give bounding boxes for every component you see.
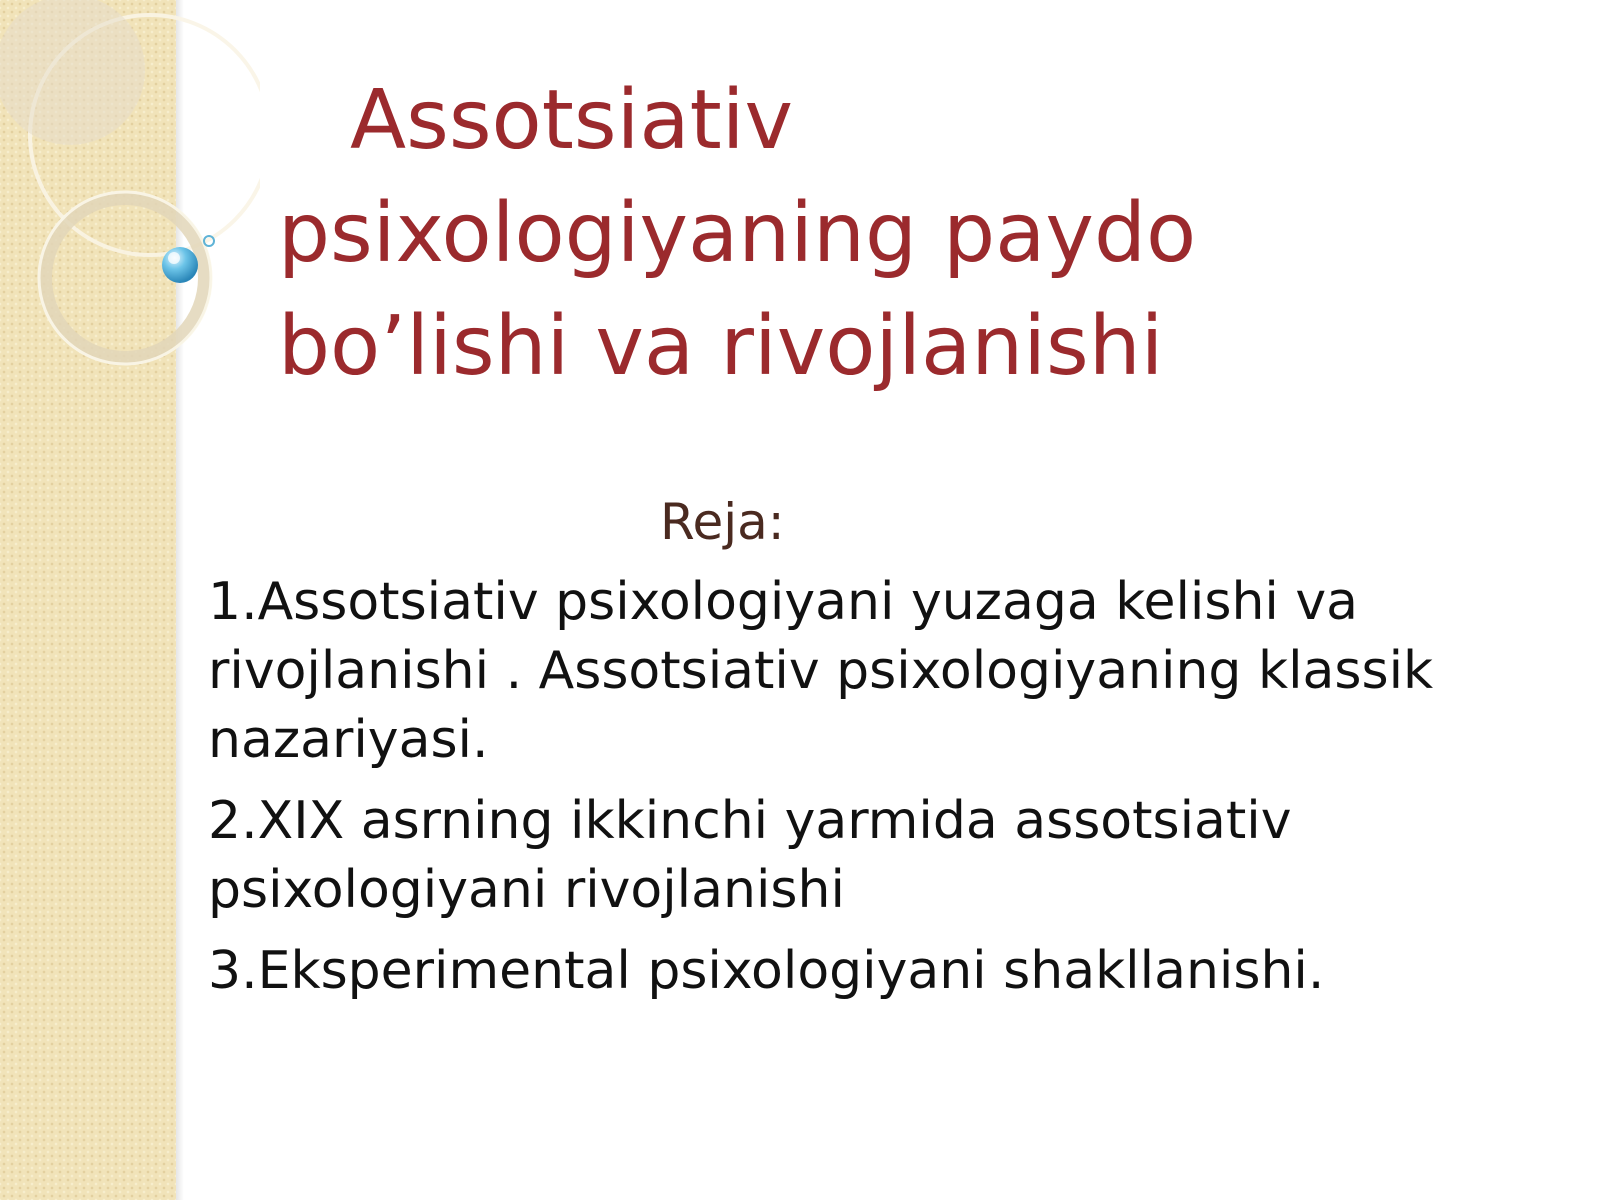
small-bubble-ring: [204, 236, 214, 246]
sidebar-shadow-edge: [176, 0, 184, 1200]
plan-item: 3.Eksperimental psixologiyani shakllanishi.: [208, 941, 1325, 1001]
plan-item: 1.Assotsiativ psixologiyani yuzaga kelishi va rivojlanishi . Assotsiativ psixologiyaning klassik nazariyasi.: [208, 572, 1434, 770]
plan-item: 2.XIX asrning ikkinchi yarmida assotsiativ psixologiyani rivojlanishi: [208, 791, 1292, 920]
title-line: Assotsiativ: [350, 73, 794, 168]
title-line: bo’lishi va rivojlanishi: [278, 299, 1164, 394]
plan-list: [208, 568, 1448, 1018]
title-line: psixologiyaning paydo: [278, 186, 1197, 281]
sidebar-texture-panel: [0, 0, 176, 1200]
plan-heading: Reja:: [660, 493, 785, 551]
slide-title: [278, 64, 1378, 403]
